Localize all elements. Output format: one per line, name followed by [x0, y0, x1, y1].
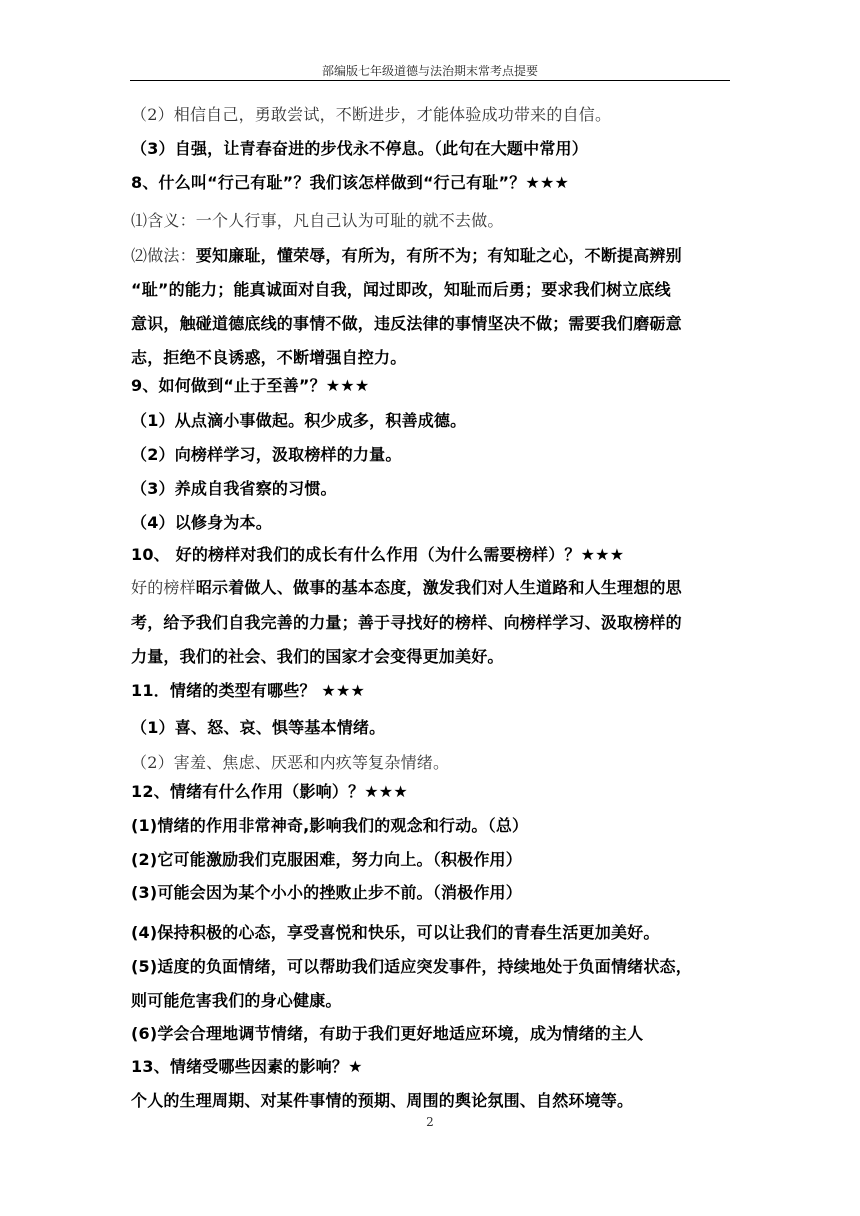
text-line: 力量，我们的社会、我们的国家才会变得更加美好。 — [131, 647, 504, 666]
text-line: (6)学会合理地调节情绪，有助于我们更好地适应环境，成为情绪的主人 — [131, 1024, 644, 1043]
text-line: (4)保持积极的心态，享受喜悦和快乐，可以让我们的青春生活更加美好。 — [131, 923, 660, 942]
text-line: 考，给予我们自我完善的力量；善于寻找好的榜样、向榜样学习、汲取榜样的 — [131, 613, 682, 632]
text-line: （2）向榜样学习，汲取榜样的力量。 — [131, 445, 402, 464]
answer-text: 好的榜样 — [131, 578, 196, 597]
text-line: （3）自强，让青春奋进的步伐永不停息。（此句在大题中常用） — [131, 139, 588, 158]
text-line: 志，拒绝不良诱惑，不断增强自控力。 — [131, 348, 407, 367]
text-line: （4）以修身为本。 — [131, 513, 272, 532]
question-heading: 13、情绪受哪些因素的影响？★ — [131, 1057, 363, 1076]
answer-text: ⑵做法： — [131, 246, 196, 265]
question-heading: 12、情绪有什么作用（影响）？★★★ — [131, 782, 408, 801]
text-line: （1）喜、怒、哀、惧等基本情绪。 — [131, 718, 386, 737]
text-line — [131, 577, 682, 599]
text-line: （1）从点滴小事做起。积少成多，积善成德。 — [131, 411, 467, 430]
text-line: 则可能危害我们的身心健康。 — [131, 991, 342, 1010]
text-line — [131, 245, 682, 267]
text-line: （2）害羞、焦虑、厌恶和内疚等复杂情绪。 — [131, 753, 450, 772]
text-line: (1)情绪的作用非常神奇,影响我们的观念和行动。（总） — [131, 816, 529, 835]
text-line: （3）养成自我省察的习惯。 — [131, 479, 337, 498]
text-line: 意识，触碰道德底线的事情不做，违反法律的事情坚决不做；需要我们磨砺意 — [131, 314, 682, 333]
answer-text: 昭示着做人、做事的基本态度，激发我们对人生道路和人生理想的思 — [195, 578, 682, 597]
page-header: 部编版七年级道德与法治期末常考点提要 — [321, 64, 538, 78]
text-line: (2)它可能激励我们克服困难，努力向上。（积极作用） — [131, 850, 522, 869]
text-line: (3)可能会因为某个小小的挫败止步不前。（消极作用） — [131, 883, 522, 902]
question-heading: 9、如何做到“止于至善”？★★★ — [131, 376, 370, 395]
question-heading: 11．情绪的类型有哪些？ ★★★ — [131, 681, 366, 700]
question-heading: 8、什么叫“行己有耻”？我们该怎样做到“行己有耻”？★★★ — [131, 173, 570, 192]
text-line: 个人的生理周期、对某件事情的预期、周围的舆论氛围、自然环境等。 — [131, 1091, 634, 1110]
page-number: 2 — [426, 1115, 434, 1129]
text-line: ⑴含义：一个人行事，凡自己认为可耻的就不去做。 — [131, 211, 504, 230]
header-rule — [130, 80, 730, 81]
question-heading: 10、 好的榜样对我们的成长有什么作用（为什么需要榜样）？★★★ — [131, 545, 625, 564]
answer-text: 要知廉耻，懂荣辱，有所为，有所不为；有知耻之心，不断提高辨别 — [195, 246, 682, 265]
text-line: （2）相信自己，勇敢尝试，不断进步，才能体验成功带来的自信。 — [131, 105, 612, 124]
text-line: “耻”的能力；能真诚面对自我，闻过即改，知耻而后勇；要求我们树立底线 — [131, 280, 671, 299]
text-line: (5)适度的负面情绪，可以帮助我们适应突发事件，持续地处于负面情绪状态， — [131, 957, 692, 976]
